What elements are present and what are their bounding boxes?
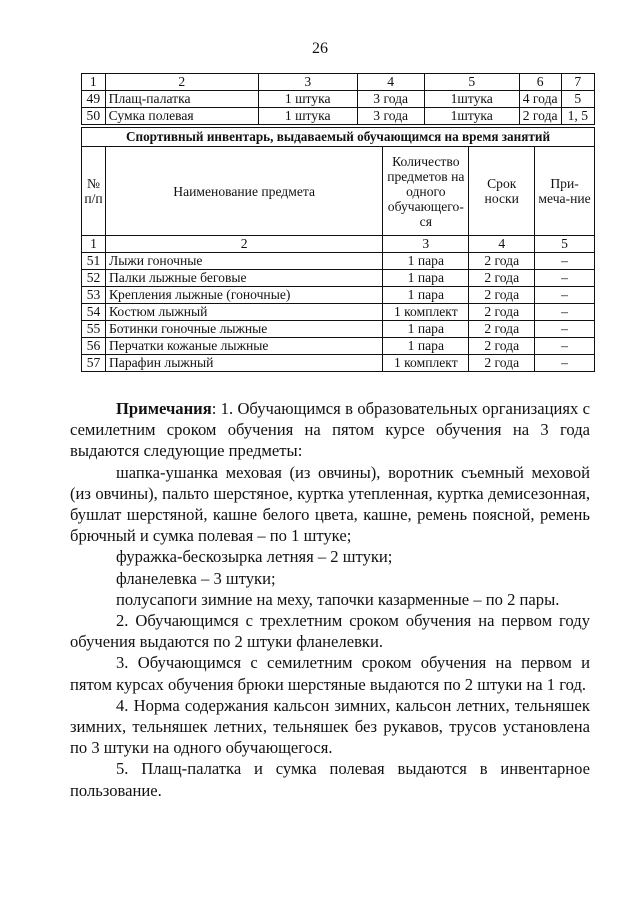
table-cell: Плащ-палатка — [105, 91, 258, 108]
table-cell: 3 — [383, 236, 469, 253]
table-cell: 1 — [82, 236, 106, 253]
note-text: : 1. Обучающимся в образовательных организациях с семилетним сроком обучения на пятом курсе обучения на 3 года выдаются следующие предметы: — [70, 399, 590, 461]
section-title-row — [82, 128, 595, 147]
table-cell: 52 — [82, 270, 106, 287]
table-cell: Ботинки гоночные лыжные — [105, 321, 382, 338]
note-paragraph-items: фланелевка – 3 штуки; — [116, 568, 276, 588]
table-cell: 57 — [82, 355, 106, 372]
table-header-row — [82, 74, 595, 91]
table-cell: 53 — [82, 287, 106, 304]
table-cell: Палки лыжные беговые — [105, 270, 382, 287]
table-cell: – — [535, 355, 595, 372]
table-cell: – — [535, 287, 595, 304]
table-cell: – — [535, 338, 595, 355]
table-cell: 2 года — [469, 355, 535, 372]
table-row — [82, 304, 595, 321]
table-cell: 4 года — [519, 91, 561, 108]
header-num: № п/п — [82, 147, 106, 236]
table-cell: 1 штука — [258, 91, 357, 108]
table-header-row — [82, 147, 595, 236]
notes-label: Примечания — [116, 399, 212, 418]
header-term: Срок носки — [469, 147, 535, 236]
column-numbers-row — [82, 236, 595, 253]
table-row — [82, 253, 595, 270]
table-cell: 50 — [82, 108, 106, 125]
note-paragraph-items: фуражка-бескозырка летняя – 2 штуки; — [116, 547, 393, 567]
table-cell: 1 штука — [258, 108, 357, 125]
table-cell: 6 — [519, 74, 561, 91]
table-cell: 1 — [82, 74, 106, 91]
notes-section — [70, 398, 590, 801]
table-cell: Костюм лыжный — [105, 304, 382, 321]
table-cell: 1 пара — [383, 270, 469, 287]
table-cell: 4 — [357, 74, 424, 91]
table-cell: Парафин лыжный — [105, 355, 382, 372]
header-note: При-меча-ние — [535, 147, 595, 236]
table-cell: 1 пара — [383, 321, 469, 338]
table-row — [82, 355, 595, 372]
table-cell: 2 года — [469, 287, 535, 304]
table-cell: 1штука — [424, 91, 519, 108]
table-cell: 2 года — [469, 304, 535, 321]
note-paragraph-5: 5. Плащ-палатка и сумка полевая выдаются в инвентарное пользование. — [70, 759, 590, 800]
table-cell: 1 пара — [383, 253, 469, 270]
table-cell: 1 комплект — [383, 355, 469, 372]
table-cell: 1, 5 — [561, 108, 594, 125]
note-paragraph-4: 4. Норма содержания кальсон зимних, кальсон летних, тельняшек зимних, тельняшек летних, тельняшек без рукавов, трусов установлена по 3 штуки на одного обучающегося. — [70, 695, 590, 758]
table-cell: 1 пара — [383, 338, 469, 355]
table-cell: 2 года — [469, 321, 535, 338]
note-paragraph-2: 2. Обучающимся с трехлетним сроком обучения на первом году обучения выдаются по 2 штуки фланелевки. — [70, 611, 590, 652]
table-cell: 5 — [424, 74, 519, 91]
table-cell: Сумка полевая — [105, 108, 258, 125]
table-cell: 1 комплект — [383, 304, 469, 321]
table-cell: 7 — [561, 74, 594, 91]
table-cell: 5 — [561, 91, 594, 108]
table-cell: – — [535, 321, 595, 338]
table-cell: 5 — [535, 236, 595, 253]
table-cell: 2 года — [519, 108, 561, 125]
table-cell: 54 — [82, 304, 106, 321]
table-cell: Перчатки кожаные лыжные — [105, 338, 382, 355]
table-row — [82, 287, 595, 304]
table-cell: 1штука — [424, 108, 519, 125]
table-cell: 3 года — [357, 108, 424, 125]
table-cell: 2 года — [469, 270, 535, 287]
table-continued — [81, 73, 595, 125]
table-row — [82, 91, 595, 108]
page-number: 26 — [312, 40, 328, 57]
table-cell: – — [535, 253, 595, 270]
header-qty: Количество предметов на одного обучающего-ся — [383, 147, 469, 236]
table-cell: Лыжи гоночные — [105, 253, 382, 270]
table-cell: 56 — [82, 338, 106, 355]
table-row — [82, 270, 595, 287]
table-row — [82, 321, 595, 338]
table-cell: 51 — [82, 253, 106, 270]
table-row — [82, 108, 595, 125]
sports-equipment-table — [81, 127, 595, 372]
table-cell: 1 пара — [383, 287, 469, 304]
note-paragraph-3: 3. Обучающимся с семилетним сроком обучения на первом и пятом курсах обучения брюки шерстяные выдаются по 2 штуки на 1 год. — [70, 653, 590, 694]
note-paragraph-items: шапка-ушанка меховая (из овчины), воротник съемный меховой (из овчины), пальто шерстяное, куртка утепленная, куртка демисезонная, бушлат шерстяной, кашне белого цвета, кашне, ремень поясной, ремень брючный и сумка полевая – по 1 штуке; — [70, 462, 590, 546]
note-paragraph-1 — [70, 398, 590, 462]
header-name: Наименование предмета — [105, 147, 382, 236]
table-cell: 2 — [105, 236, 382, 253]
table-cell: 3 года — [357, 91, 424, 108]
table-cell: 2 — [105, 74, 258, 91]
table-cell: 55 — [82, 321, 106, 338]
table-cell: 2 года — [469, 253, 535, 270]
table-cell: 4 — [469, 236, 535, 253]
note-paragraph-items: полусапоги зимние на меху, тапочки казарменные – по 2 пары. — [116, 589, 560, 609]
table-cell: 49 — [82, 91, 106, 108]
table-cell: 3 — [258, 74, 357, 91]
table-cell: 2 года — [469, 338, 535, 355]
table-cell: – — [535, 270, 595, 287]
table-row — [82, 338, 595, 355]
table-cell: – — [535, 304, 595, 321]
table-cell: Крепления лыжные (гоночные) — [105, 287, 382, 304]
section-title: Спортивный инвентарь, выдаваемый обучающимся на время занятий — [82, 128, 595, 147]
